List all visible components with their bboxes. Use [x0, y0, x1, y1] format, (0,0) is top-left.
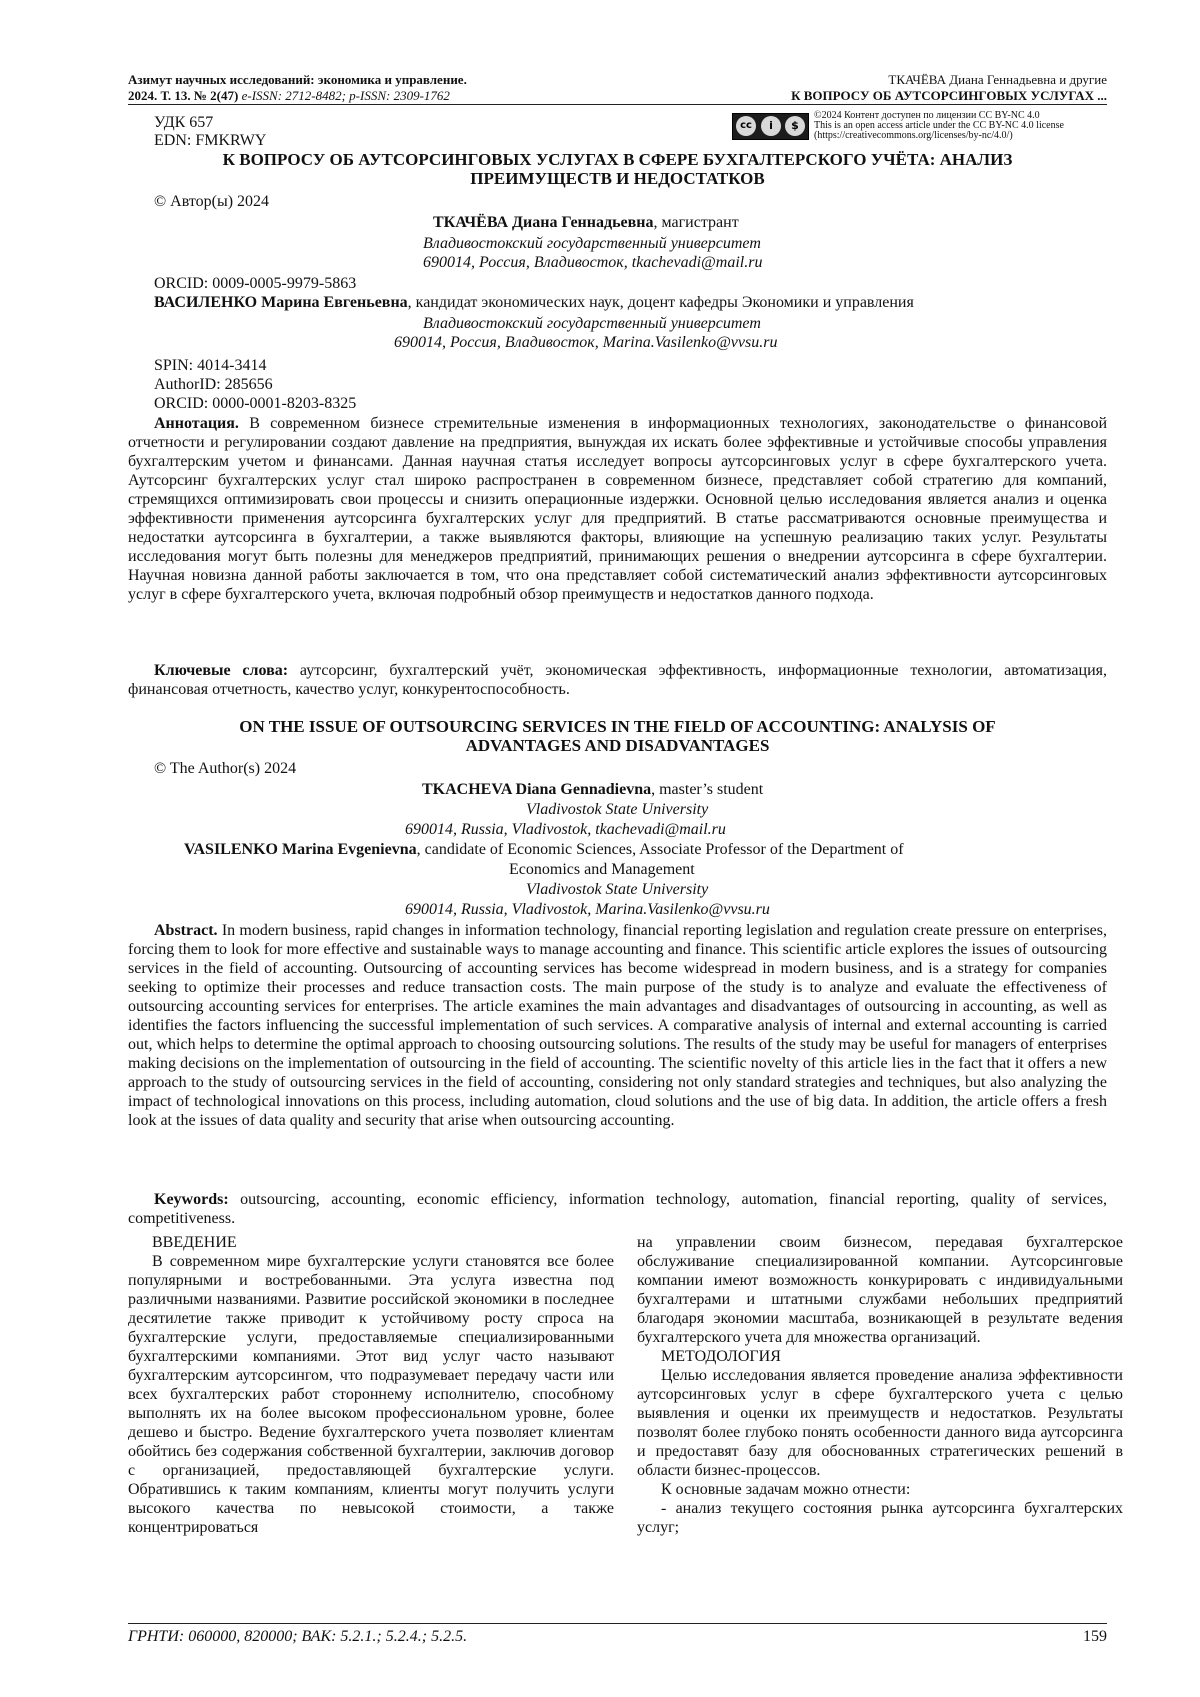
nc-icon: $	[785, 116, 805, 136]
edn: EDN: FMKRWY	[154, 132, 267, 149]
author1-ru-role: , магистрант	[653, 214, 739, 231]
keywords-ru	[128, 661, 1107, 699]
footer-divider	[128, 1623, 1107, 1624]
author2-en-addr: 690014, Russia, Vladivostok, Marina.Vasilenko@vvsu.ru	[405, 901, 770, 918]
copyright-en: © The Author(s) 2024	[154, 760, 297, 777]
running-header	[791, 72, 1107, 104]
title-en	[128, 717, 1107, 755]
udk: УДК 657	[154, 114, 214, 131]
license-url[interactable]: (https://creativecommons.org/licenses/by-nc/4.0/)	[814, 130, 1013, 141]
title-en-line1: ON THE ISSUE OF OUTSOURCING SERVICES IN THE FIELD OF ACCOUNTING: ANALYSIS OF	[239, 717, 996, 736]
license-text	[814, 111, 1064, 141]
author1-en-role: , master’s student	[651, 781, 764, 798]
author1-ru-addr: 690014, Россия, Владивосток, tkachevadi@mail.ru	[423, 254, 763, 271]
title-en-line2: ADVANTAGES AND DISADVANTAGES	[465, 736, 770, 755]
authors-short: ТКАЧЁВА Диана Геннадьевна и другие	[888, 72, 1107, 87]
author2-ru-orcid: ORCID: 0000-0001-8203-8325	[154, 395, 357, 412]
abstract-en	[128, 921, 1107, 1130]
method-paragraph: Целью исследования является проведение анализа эффективности аутсорсинговых услуг в сфере бухгалтерского учета с целью выявления и оценки их преимуществ и недостатков. Результаты позволят более глубоко понять особенности данного вида аутсорсинга и предоставят базу для обоснованных стратегических решений в области бизнес-процессов.	[637, 1367, 1123, 1479]
author2-ru-authorid: AuthorID: 285656	[154, 376, 273, 393]
journal-title: Азимут научных исследований: экономика и управление.	[128, 72, 467, 87]
abstract-en-label: Abstract.	[154, 922, 218, 939]
author1-en-affil: Vladivostok State University	[526, 801, 709, 818]
abstract-ru-label: Аннотация.	[154, 415, 239, 432]
cc-by-nc-badge[interactable]	[732, 113, 809, 140]
keywords-ru-text: аутсорсинг, бухгалтерский учёт, экономическая эффективность, информационные технологии, автоматизация, финансовая отчетность, качество услуг, конкурентоспособность.	[128, 662, 1108, 698]
body-right-column	[637, 1233, 1123, 1537]
author2-ru	[154, 293, 914, 312]
running-title: К ВОПРОСУ ОБ АУТСОРСИНГОВЫХ УСЛУГАХ ...	[791, 88, 1107, 103]
title-ru	[128, 150, 1107, 188]
author1-en	[422, 780, 763, 799]
author1-en-name: TKACHEVA Diana Gennadievna	[422, 781, 652, 798]
journal-issn: e-ISSN: 2712-8482; p-ISSN: 2309-1762	[241, 88, 450, 103]
journal-issue: 2024. Т. 13. № 2(47)	[128, 88, 239, 103]
author2-ru-addr: 690014, Россия, Владивосток, Marina.Vasilenko@vvsu.ru	[394, 334, 778, 351]
author2-ru-name: ВАСИЛЕНКО Марина Евгеньевна	[154, 294, 408, 311]
author2-en-role: , candidate of Economic Sciences, Associate Professor of the Department of	[416, 841, 904, 858]
body-left-column	[128, 1233, 614, 1537]
intro-paragraph: В современном мире бухгалтерские услуги становятся все более популярными и востребованными. Эта услуга известна под различными названиями. Развитие российской экономики в последнее десятилетие также приводит к устойчивому росту спроса на бухгалтерские услуги, предоставляемые специализированными бухгалтерскими компаниями. Этот вид услуг часто называют бухгалтерским аутсорсингом, что подразумевает передачу части или всех бухгалтерских работ стороннему исполнителю, способному выполнять их на более высоком профессиональном уровне, более дешево и быстро. Ведение бухгалтерского учета позволяет клиентам обойтись без содержания собственной бухгалтерии, заключив договор с организацией, предоставляющей бухгалтерские услуги. Обратившись к таким компаниям, клиенты могут получить услуги высокого качества по невысокой стоимости, а также концентрироваться	[128, 1253, 614, 1536]
author2-en-role2: Economics and Management	[509, 861, 695, 878]
by-icon: i	[761, 116, 781, 136]
title-ru-line1: К ВОПРОСУ ОБ АУТСОРСИНГОВЫХ УСЛУГАХ В СФЕРЕ БУХГАЛТЕРСКОГО УЧЁТА: АНАЛИЗ	[222, 150, 1013, 169]
author2-ru-spin: SPIN: 4014-3414	[154, 357, 267, 374]
title-ru-line2: ПРЕИМУЩЕСТВ И НЕДОСТАТКОВ	[470, 169, 765, 188]
abstract-en-text: In modern business, rapid changes in information technology, financial reporting legislation and regulation create pressure on enterprises, forcing them to look for more effective and sustainable ways to manage accounting and finance. This scientific article explores the issues of outsourcing services in the field of accounting. Outsourcing of accounting services has become widespread in modern business, and is a strategy for companies seeking to optimize their processes and reduce transaction costs. The main purpose of the study is to analyze and evaluate the effectiveness of outsourcing accounting services for enterprises. The article examines the main advantages and disadvantages of outsourcing in accounting, as well as identifies the factors influencing the successful implementation of such services. A comparative analysis of internal and external accounting is carried out, which helps to determine the optimal approach to choosing outsourcing solutions. The results of the study may be useful for managers of enterprises making decisions on the implementation of outsourcing in the field of accounting. The scientific novelty of this article lies in the fact that it offers a new approach to the study of outsourcing services in the field of accounting, considering not only standard strategies and techniques, but also analyzing the impact of technological innovations on this process, including automation, cloud solutions and the use of big data. In addition, the article offers a fresh look at the issues of data quality and security that arise when outsourcing accounting.	[128, 922, 1107, 1129]
author1-en-addr: 690014, Russia, Vladivostok, tkachevadi@mail.ru	[405, 821, 726, 838]
license-line1: ©2024 Контент доступен по лицензии CC BY-NC 4.0	[814, 110, 1040, 121]
author2-en-name: VASILENKO Marina Evgenievna	[184, 841, 417, 858]
keywords-en-text: outsourcing, accounting, economic efficiency, information technology, automation, financial reporting, quality of services, competitiveness.	[128, 1191, 1107, 1227]
author2-en	[184, 840, 904, 859]
author1-ru-name: ТКАЧЁВА Диана Геннадьевна	[433, 214, 654, 231]
license-block	[732, 111, 1112, 143]
tasks-intro: К основные задачам можно отнести:	[661, 1481, 911, 1498]
header-divider	[128, 104, 1107, 105]
author1-ru	[433, 213, 739, 232]
method-heading: МЕТОДОЛОГИЯ	[661, 1348, 781, 1365]
author2-ru-role: , кандидат экономических наук, доцент кафедры Экономики и управления	[407, 294, 914, 311]
author1-ru-affil: Владивостокский государственный университет	[423, 235, 761, 252]
journal-issue-line	[128, 88, 467, 104]
author1-ru-orcid: ORCID: 0009-0005-9979-5863	[154, 275, 357, 292]
keywords-ru-label: Ключевые слова:	[154, 662, 289, 679]
abstract-ru	[128, 414, 1107, 604]
keywords-en-label: Keywords:	[154, 1191, 229, 1208]
keywords-en	[128, 1190, 1107, 1228]
task-item-1: - анализ текущего состояния рынка аутсорсинга бухгалтерских услуг;	[637, 1500, 1123, 1536]
journal-header	[128, 72, 467, 104]
cc-icon: cc	[736, 116, 756, 136]
intro-heading: ВВЕДЕНИЕ	[152, 1234, 237, 1251]
copyright-ru: © Автор(ы) 2024	[154, 193, 270, 210]
author2-en-affil: Vladivostok State University	[526, 881, 709, 898]
abstract-ru-text: В современном бизнесе стремительные изменения в информационных технологиях, законодательстве о финансовой отчетности и регулировании создают давление на предприятия, вынуждая их искать более эффективные и устойчивые способы управления бухгалтерским учетом и финансами. Данная научная статья исследует вопросы аутсорсинговых услуг в сфере бухгалтерского учета. Аутсорсинг бухгалтерских услуг стал широко распространен в современном бизнесе, представляет собой стратегию для компаний, стремящихся оптимизировать свои процессы и снизить операционные издержки. Основной целью исследования является анализ и оценка эффективности применения аутсорсинга бухгалтерских услуг для предприятий. В статье рассматриваются основные преимущества и недостатки аутсорсинга в бухгалтерии, а также выявляются факторы, влияющие на успешную реализацию таких услуг. Результаты исследования могут быть полезны для менеджеров предприятий, принимающих решения о внедрении аутсорсинга в сфере бухгалтерии. Научная новизна данной работы заключается в том, что она представляет собой систематический анализ эффективности аутсорсинговых услуг в сфере бухгалтерского учета, включая подробный обзор преимуществ и недостатков данного подхода.	[128, 415, 1107, 603]
intro-continuation: на управлении своим бизнесом, передавая бухгалтерское обслуживание специализированной компании. Аутсорсинговые компании имеют возможность конкурировать с индивидуальными бухгалтерами и штатными службами небольших предприятий благодаря экономии масштаба, возникающей в результате ведения бухгалтерского учета для множества организаций.	[637, 1234, 1123, 1346]
page-number: 159	[1083, 1628, 1107, 1645]
author2-ru-affil: Владивостокский государственный университет	[423, 315, 761, 332]
license-line2: This is an open access article under the CC BY-NC 4.0 license	[814, 120, 1064, 131]
footer-classifiers: ГРНТИ: 060000, 820000; ВАК: 5.2.1.; 5.2.4.; 5.2.5.	[128, 1628, 468, 1645]
